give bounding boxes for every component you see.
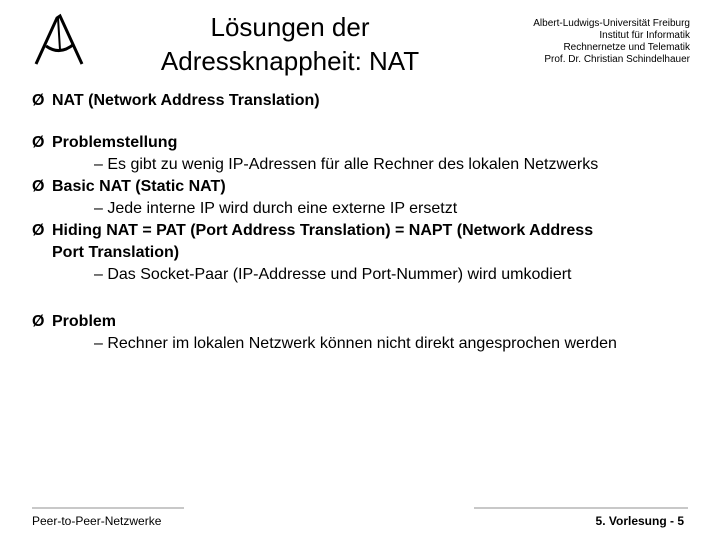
university-logo: [30, 12, 88, 70]
bullet-problem: [32, 311, 692, 333]
sub-bullet-problem: – Rechner im lokalen Netzwerk können nicht direkt angesprochen werden: [94, 335, 617, 352]
footer-slide-number: 5. Vorlesung - 5: [595, 514, 684, 528]
affiliation-professor: Prof. Dr. Christian Schindelhauer: [544, 54, 690, 65]
bullet-text: Problemstellung: [52, 134, 178, 151]
affiliation-institute: Institut für Informatik: [599, 30, 690, 41]
slide-body: [32, 90, 692, 355]
title-line-1: Lösungen der: [210, 12, 370, 42]
sub-bullet-basic-nat: – Jede interne IP wird durch eine externe IP ersetzt: [94, 200, 458, 217]
bullet-text-line-1: Hiding NAT = PAT (Port Address Translation) = NAPT (Network Address: [52, 222, 594, 239]
bullet-problemstellung: [32, 132, 692, 154]
footer-divider-left: [32, 507, 184, 509]
bullet-arrow-icon: Ø: [32, 222, 45, 239]
bullet-text-line-2: Port Translation): [52, 244, 180, 261]
bullet-text: NAT (Network Address Translation): [52, 92, 320, 109]
bullet-nat: [32, 90, 692, 112]
affiliation-university: Albert-Ludwigs-Universität Freiburg: [533, 18, 690, 29]
bullet-text: Problem: [52, 313, 117, 330]
bullet-arrow-icon: Ø: [32, 313, 45, 330]
affiliation-group: Rechnernetze und Telematik: [563, 42, 690, 53]
footer-divider-right: [474, 507, 688, 509]
slide-title: [140, 10, 440, 78]
affiliation-block: [490, 18, 690, 66]
bullet-arrow-icon: Ø: [32, 178, 45, 195]
sub-bullet-problemstellung: – Es gibt zu wenig IP-Adressen für alle Rechner des lokalen Netzwerks: [94, 156, 599, 173]
bullet-hiding-nat: [32, 220, 692, 264]
bullet-arrow-icon: Ø: [32, 92, 45, 109]
sub-bullet-hiding-nat: – Das Socket-Paar (IP-Addresse und Port-Nummer) wird umkodiert: [94, 266, 572, 283]
footer-course: Peer-to-Peer-Netzwerke: [32, 514, 162, 528]
bullet-arrow-icon: Ø: [32, 134, 45, 151]
title-line-2: Adressknappheit: NAT: [160, 46, 420, 76]
bullet-text: Basic NAT (Static NAT): [52, 178, 226, 195]
bullet-basic-nat: [32, 176, 692, 198]
